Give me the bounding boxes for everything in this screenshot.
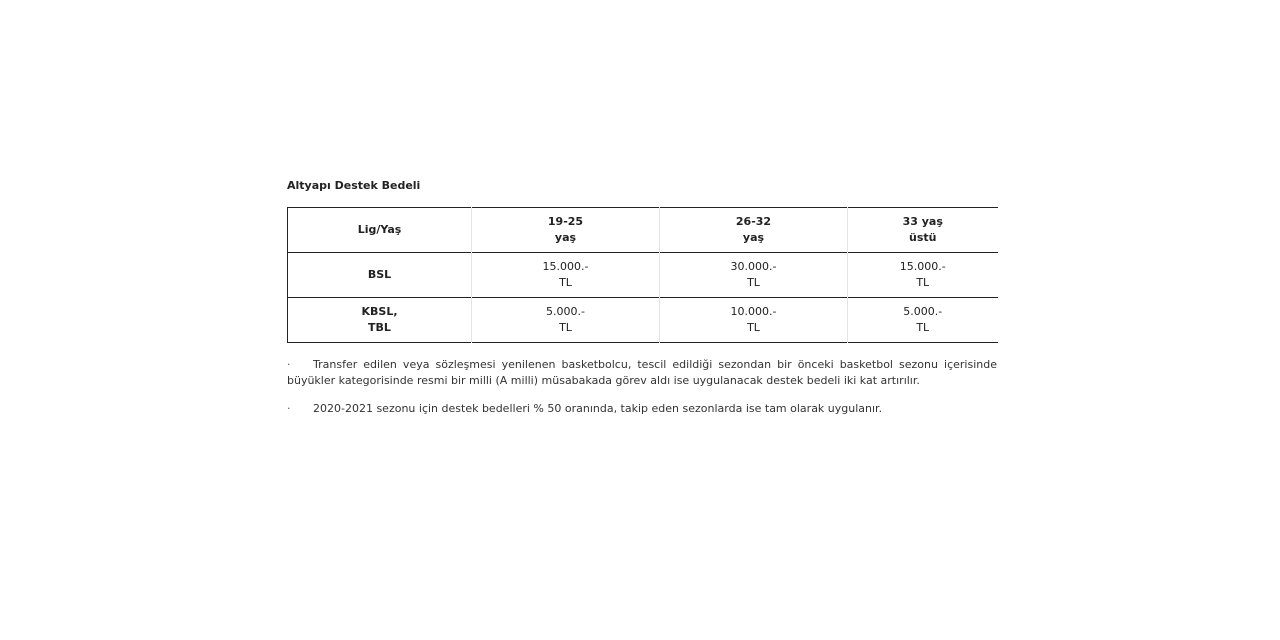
bullet-marker: · xyxy=(287,402,291,415)
table-row xyxy=(288,298,998,343)
bullet-marker: · xyxy=(287,358,291,371)
row-label-bsl: BSL xyxy=(288,253,472,298)
header-cell-33-plus: 33 yaş üstü xyxy=(848,208,998,253)
row-label-kbsl-tbl: KBSL, TBL xyxy=(288,298,472,343)
table-cell: 15.000.- TL xyxy=(848,253,998,298)
fee-table xyxy=(287,207,998,343)
note-text: 2020-2021 sezonu için destek bedelleri % 50 oranında, takip eden sezonlarda ise tam olarak uygulanır. xyxy=(313,402,883,415)
header-cell-19-25: 19-25 yaş xyxy=(472,208,660,253)
header-cell-26-32: 26-32 yaş xyxy=(660,208,848,253)
section-heading: Altyapı Destek Bedeli xyxy=(287,179,421,192)
table-header-row xyxy=(288,208,998,253)
table-cell: 5.000.- TL xyxy=(472,298,660,343)
table-row xyxy=(288,253,998,298)
note-paragraph xyxy=(287,401,997,417)
table-cell: 5.000.- TL xyxy=(848,298,998,343)
header-cell-league-age: Lig/Yaş xyxy=(288,208,472,253)
notes-list xyxy=(287,357,997,417)
table-cell: 30.000.- TL xyxy=(660,253,848,298)
table-cell: 10.000.- TL xyxy=(660,298,848,343)
note-paragraph xyxy=(287,357,997,389)
note-text: Transfer edilen veya sözleşmesi yenilenen basketbolcu, tescil edildiği sezondan bir önceki basketbol sezonu içerisinde büyükler kategorisinde resmi bir milli (A milli) müsabakada görev aldı ise uygulanacak destek bedeli iki kat artırılır. xyxy=(287,358,997,387)
table-cell: 15.000.- TL xyxy=(472,253,660,298)
document-body xyxy=(287,178,997,429)
